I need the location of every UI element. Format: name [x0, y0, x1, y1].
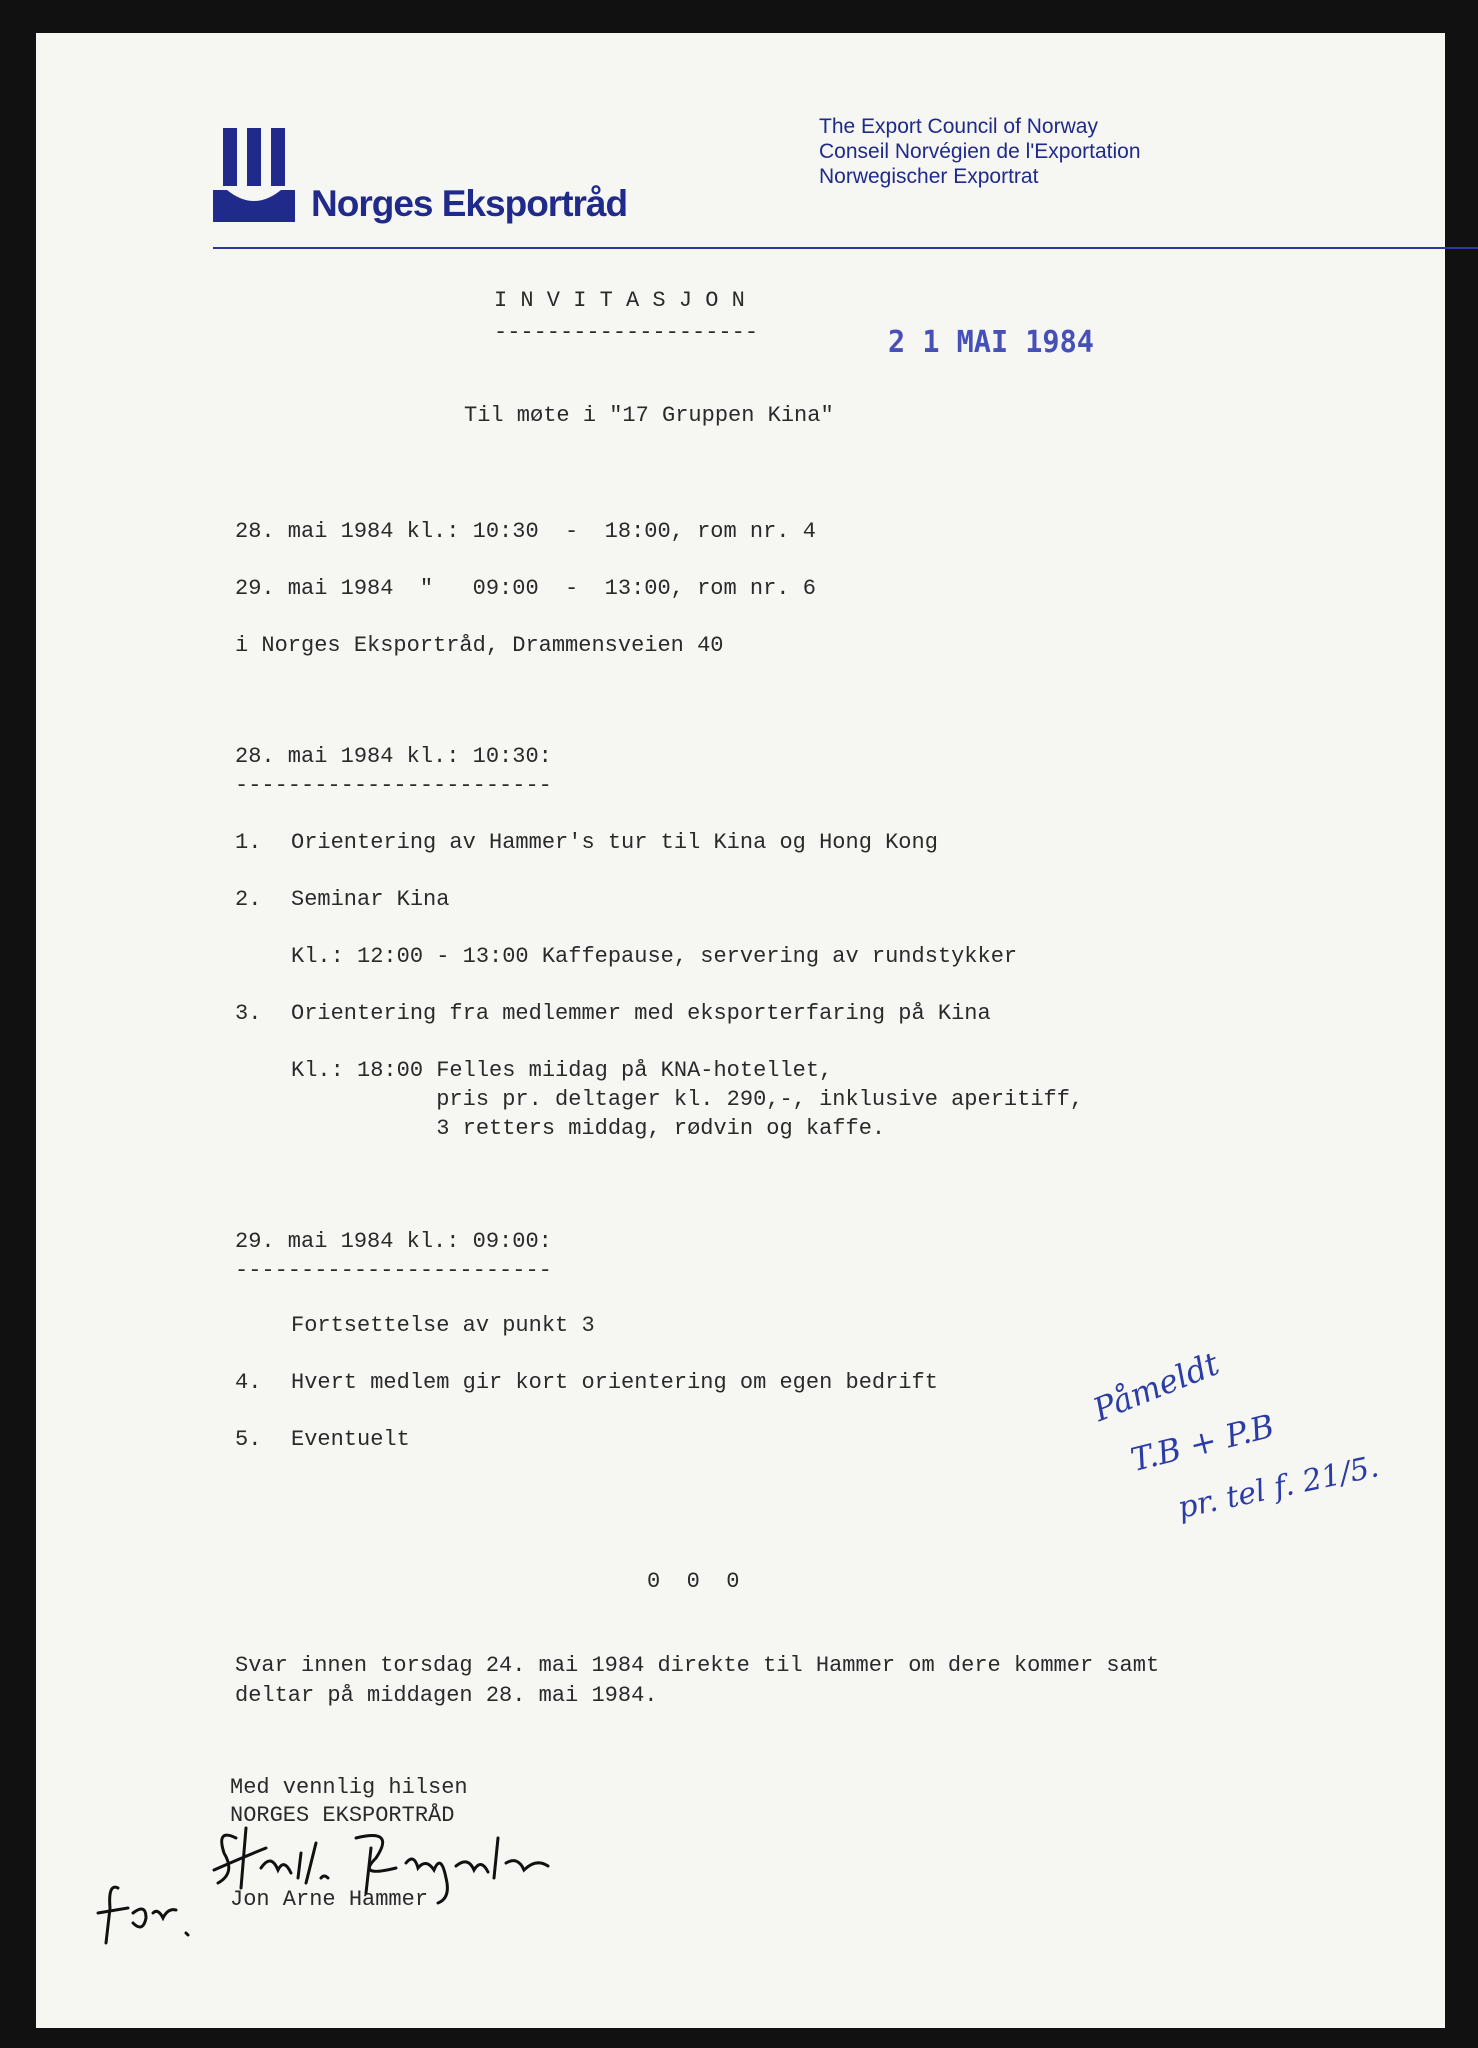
handwritten-note: Påmeldt — [1087, 1344, 1225, 1429]
title-underline: -------------------- — [494, 320, 759, 345]
agenda-item-text: Orientering av Hammer's tur til Kina og Hong Kong — [291, 830, 938, 855]
received-date-stamp: 2 1 MAI 1984 — [888, 325, 1094, 360]
agenda-item-text: Hvert medlem gir kort orientering om egen bedrift — [291, 1370, 938, 1395]
rsvp-line-2: deltar på middagen 28. mai 1984. — [235, 1683, 658, 1708]
letter-page — [36, 33, 1445, 2028]
agenda-item-text: Kl.: 12:00 - 13:00 Kaffepause, servering av rundstykker — [291, 944, 1018, 969]
closing-greeting: Med vennlig hilsen — [230, 1775, 468, 1800]
closing-organization: NORGES EKSPORTRÅD — [230, 1803, 455, 1828]
agenda-item-text: pris pr. deltager kl. 290,-, inklusive aperitiff, — [291, 1087, 1084, 1112]
location-line: i Norges Eksportråd, Drammensveien 40 — [235, 633, 724, 658]
agenda-item-text: Seminar Kina — [291, 887, 450, 912]
signatory-name: Jon Arne Hammer — [230, 1887, 429, 1912]
handwritten-note: T.B + P.B — [1126, 1406, 1278, 1479]
document-title: I N V I T A S J O N — [494, 288, 745, 313]
schedule-line-2: 29. mai 1984 " 09:00 - 13:00, rom nr. 6 — [235, 576, 816, 601]
day1-heading: 28. mai 1984 kl.: 10:30: — [235, 744, 552, 769]
agenda-item-text: Fortsettelse av punkt 3 — [291, 1313, 595, 1338]
agenda-item-number: 5. — [235, 1427, 262, 1452]
day2-underline: ------------------------ — [235, 1258, 552, 1283]
signature-icon — [206, 1808, 566, 1918]
for-handwriting-icon — [88, 1878, 198, 1948]
handwritten-note: pr. tel f. 21/5. — [1174, 1449, 1382, 1526]
norges-eksportrad-logo-icon — [213, 128, 295, 222]
agenda-item-number: 4. — [235, 1370, 262, 1395]
tagline-german: Norwegischer Exportrat — [819, 165, 1039, 188]
brand-name: Norges Eksportråd — [311, 183, 628, 224]
agenda-item-text: 3 retters middag, rødvin og kaffe. — [291, 1116, 886, 1141]
agenda-item-number: 3. — [235, 1001, 262, 1026]
rsvp-line-1: Svar innen torsdag 24. mai 1984 direkte til Hammer om dere kommer samt — [235, 1653, 1160, 1678]
agenda-item-text: Kl.: 18:00 Felles miidag på KNA-hotellet, — [291, 1058, 833, 1083]
header-rule — [213, 247, 1478, 249]
agenda-item-number: 1. — [235, 830, 262, 855]
agenda-item-text: Eventuelt — [291, 1427, 410, 1452]
tagline-english: The Export Council of Norway — [819, 115, 1098, 138]
day2-heading: 29. mai 1984 kl.: 09:00: — [235, 1229, 552, 1254]
meeting-subtitle: Til møte i "17 Gruppen Kina" — [464, 403, 834, 428]
day1-underline: ------------------------ — [235, 773, 552, 798]
section-separator: 0 0 0 — [647, 1569, 740, 1594]
agenda-item-number: 2. — [235, 887, 262, 912]
schedule-line-1: 28. mai 1984 kl.: 10:30 - 18:00, rom nr. 4 — [235, 519, 816, 544]
tagline-french: Conseil Norvégien de l'Exportation — [819, 140, 1141, 163]
agenda-item-text: Orientering fra medlemmer med eksporterfaring på Kina — [291, 1001, 991, 1026]
